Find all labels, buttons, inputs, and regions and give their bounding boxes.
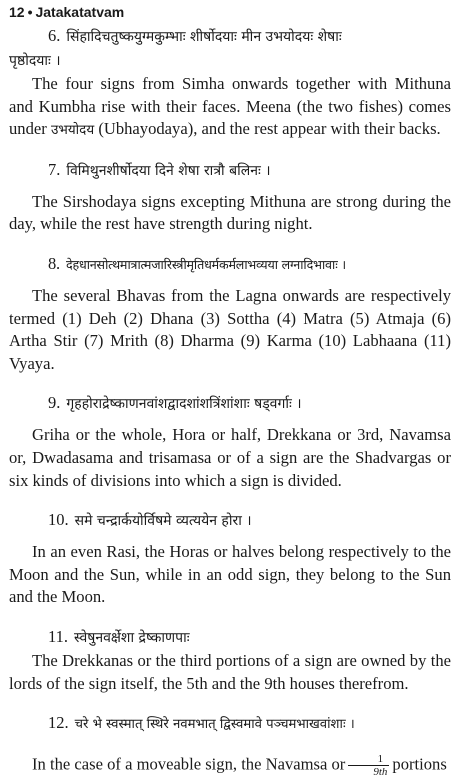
verse-number: 7. [48,159,61,179]
paragraph-text: In the case of a moveable sign, the Navamsa or [32,754,346,774]
verse-11 [9,625,451,650]
verse-number: 11. [48,626,69,646]
verse-9 [9,391,451,416]
bullet-separator: • [27,4,33,20]
verse-number: 10. [48,510,69,530]
fraction [348,753,389,778]
verse-8 [9,252,451,277]
verse-6 [9,24,451,49]
verse-number: 9. [48,393,61,413]
paragraph-11: The Drekkanas or the third portions of a sign are owned by the lords of the sign itself, the 5th and the 9th houses therefrom. [9,650,451,693]
paragraph-9: Griha or the whole, Hora or half, Drekkana or 3rd, Navamsa or, Dwadasama and trisamasa or of a sign are the Shadvargas or six kinds of divisions into which a sign is divided. [9,425,451,490]
page-number: 12 [9,4,25,20]
paragraph-12 [9,753,451,778]
paragraph-6 [9,73,451,142]
paragraph-text: The four signs from Simha onwards together with Mithuna and Kumbha rise with their faces. Meena (the two fishes) comes under [9,74,451,139]
paragraph-7: The Sirshodaya signs excepting Mithuna are strong during the day, while the rest have strength during night. [9,191,451,234]
verse-text: स्वेषुनवर्क्षेशा द्रेष्काणपाः [74,629,190,646]
paragraph-8: The several Bhavas from the Lagna onwards are respectively termed (1) Deh (2) Dhana (3) Sottha (4) Matra (5) Atmaja (6) Artha Stir (7) Mrith (8) Dharma (9) Karma (10) Labhaana (11) Vyaya. [9,285,451,373]
fraction-denominator: 9th [373,766,388,778]
verse-number: 8. [48,253,60,273]
verse-text: गृहहोराद्रेष्काणनवांशद्वादशांशत्रिंशांशाः षड्वर्गाः । [66,396,302,413]
verse-12 [9,711,451,737]
verse-text: देहधानसोत्थमात्रात्मजारिस्त्रीमृतिधर्मकर्मलाभव्यया लग्नादिभावाः । [65,256,346,272]
sanskrit-term: उभयोदय [50,122,95,139]
fraction-numerator: 1 [348,753,389,766]
verse-text: विमिथुनशीर्षोदया दिने शेषा रात्रौ बलिनः । [66,162,271,179]
verse-text: सिंहादिचतुष्कयुग्मकुम्भाः शीर्षोदयाः मीन उभयोदयः शेषाः [66,29,342,45]
verse-7 [9,158,451,183]
paragraph-10: In an even Rasi, the Horas or halves belong respectively to the Moon and the Sun, while in an odd sign, they belong to the Sun and the Moon. [9,542,451,607]
verse-10 [9,508,451,533]
verse-6-continuation: पृष्ठोदयाः । [9,53,61,69]
paragraph-text: (Ubhayodaya), and the rest appear with their backs. [98,119,441,139]
verse-text: चरे भे स्वस्मात् स्थिरे नवमभात् द्विस्वमावे पञ्चमभाखवांशाः । [74,717,355,733]
verse-number: 6. [48,26,61,45]
book-title: Jatakatatvam [35,4,125,20]
verse-number: 12. [48,713,69,733]
paragraph-text: portions [392,754,447,774]
verse-text: समे चन्द्रार्कयोर्विषमे व्यत्ययेन होरा । [74,513,252,530]
running-head [9,2,451,24]
